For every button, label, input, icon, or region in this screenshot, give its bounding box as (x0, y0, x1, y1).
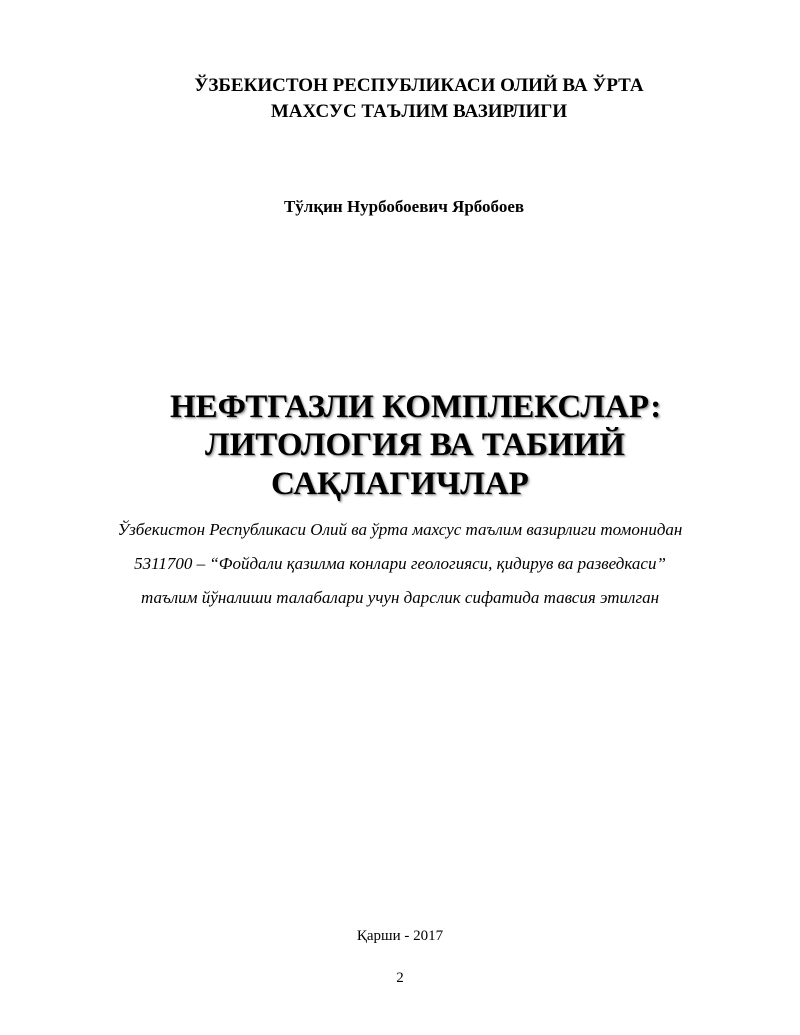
city-year: Қарши - 2017 (356, 928, 444, 944)
ministry-line-1: ЎЗБЕКИСТОН РЕСПУБЛИКАСИ ОЛИЙ ВА ЎРТА (194, 75, 644, 96)
recommendation-text (0, 513, 800, 615)
author-name-block (0, 196, 800, 218)
recommendation-line-3: таълим йўналиши талабалари учун дарслик сифатида тавсия этилган (140, 588, 660, 607)
page-number: 2 (396, 970, 404, 986)
title-line-3: САҚЛАГИЧЛАР (271, 466, 529, 502)
recommendation-line-2: 5311700 – “Фойдали қазилма конлари геологияси, қидирув ва разведкаси” (134, 554, 666, 573)
ministry-line-2: МАХСУС ТАЪЛИМ ВАЗИРЛИГИ (270, 101, 568, 122)
author-name: Тўлқин Нурбобоевич Ярбобоев (283, 197, 525, 216)
title-line-1: НЕФТГАЗЛИ КОМПЛЕКСЛАР: (170, 389, 662, 425)
ministry-heading (0, 73, 800, 125)
recommendation-line-1: Ўзбекистон Республикаси Олий ва ўрта махсус таълим вазирлиги томонидан (117, 520, 683, 539)
title-line-2: ЛИТОЛОГИЯ ВА ТАБИИЙ (205, 427, 625, 463)
